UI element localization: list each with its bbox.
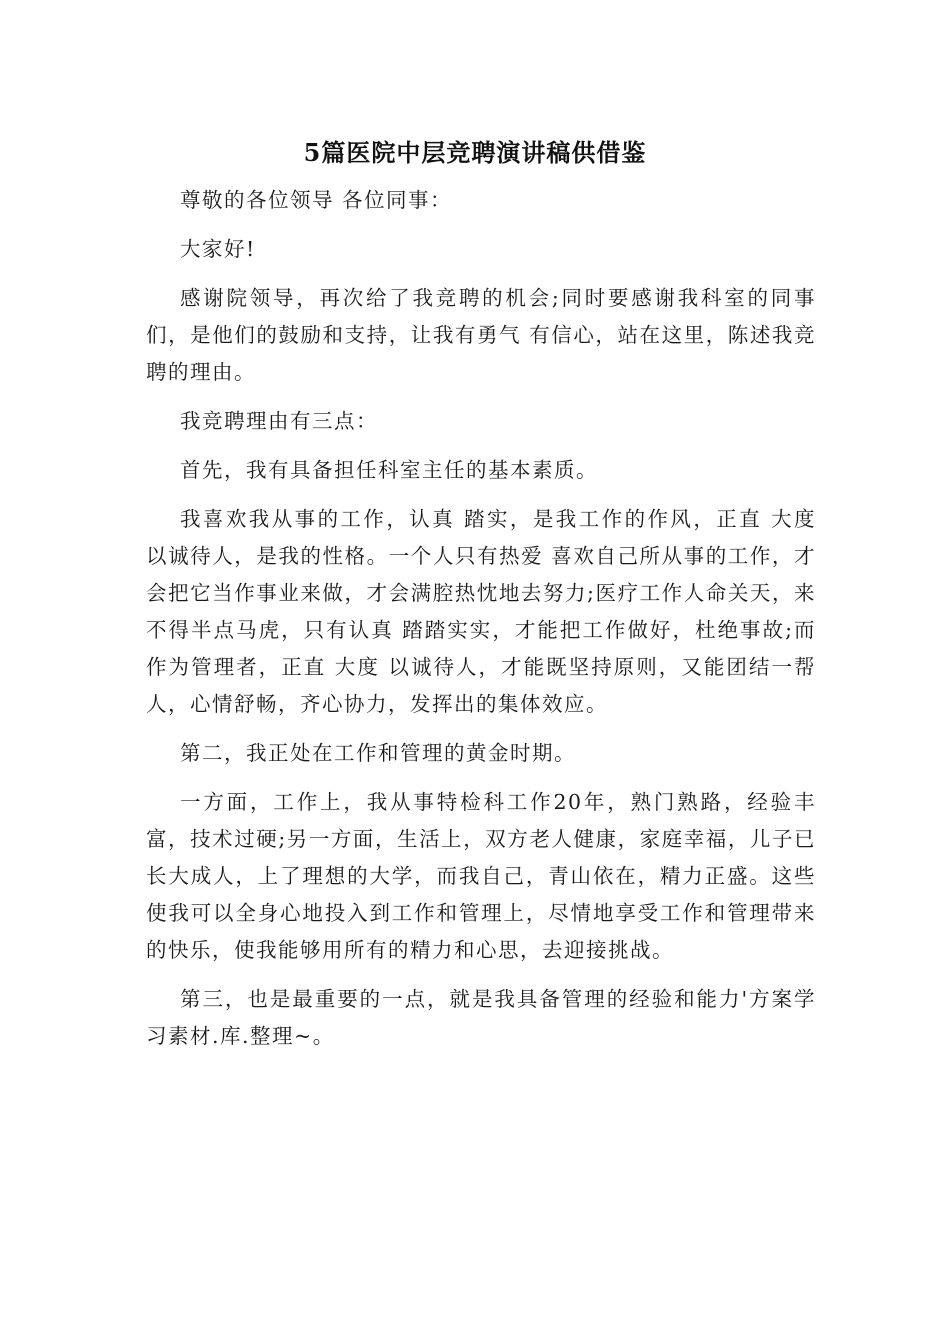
paragraph-third-reason: 第三，也是最重要的一点，就是我具备管理的经验和能力'方案学习素材.库.整理~。	[146, 987, 816, 1048]
paragraph-greeting: 大家好!	[180, 237, 256, 261]
document-title: 5篇医院中层竞聘演讲稿供借鉴	[303, 138, 647, 167]
paragraph-second-reason: 第二，我正处在工作和管理的黄金时期。	[180, 741, 576, 765]
paragraph-salutation: 尊敬的各位领导 各位同事：	[180, 188, 453, 212]
paragraph-reasons-intro: 我竞聘理由有三点：	[180, 409, 378, 433]
paragraph-second-detail: 一方面，工作上，我从事特检科工作20年，熟门熟路，经验丰富，技术过硬;另一方面，生活上，双方老人健康，家庭幸福，儿子已长大成人，上了理想的大学，而我自己，青山依在，精力正盛。这些使我可以全身心地投入到工作和管理上，尽情地享受工作和管理带来的快乐，使我能够用所有的精力和心思，去迎接挑战。	[146, 790, 816, 962]
document-body	[146, 182, 816, 1067]
paragraph-first-reason: 首先，我有具备担任科室主任的基本素质。	[180, 458, 598, 482]
paragraph-thanks: 感谢院领导，再次给了我竞聘的机会;同时要感谢我科室的同事们，是他们的鼓励和支持，让我有勇气 有信心，站在这里，陈述我竞聘的理由。	[146, 286, 816, 384]
paragraph-first-detail: 我喜欢我从事的工作，认真 踏实，是我工作的作风，正直 大度 以诚待人，是我的性格。一个人只有热爱 喜欢自己所从事的工作，才会把它当作事业来做，才会满腔热忱地去努力;医疗工作人命关天，来不得半点马虎，只有认真 踏踏实实，才能把工作做好，杜绝事故;而作为管理者，正直 大度 以诚待人，才能既坚持原则，又能团结一帮人，心情舒畅，齐心协力，发挥出的集体效应。	[146, 507, 816, 716]
